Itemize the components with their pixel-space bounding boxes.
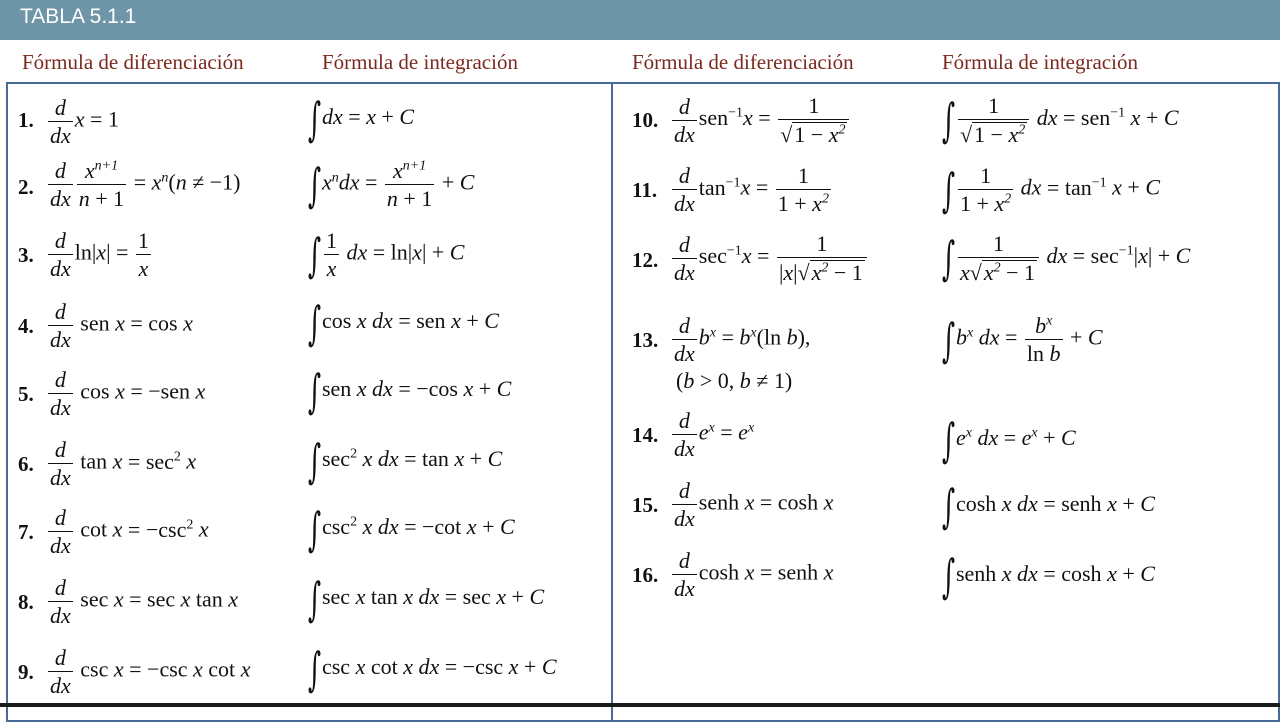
- int-formula: ∫dx = x + C: [308, 92, 415, 146]
- diff-formula: $\frac{d}{dx}$ sen x = cos x: [50, 299, 193, 353]
- int-formula: $\int b^x$ dx = $\frac{b^x}{\text{ln b}}$ + C: [942, 312, 1103, 367]
- diff-formula-condition: (b > 0, b ≠ 1): [676, 368, 793, 393]
- row-number: 13.: [632, 328, 659, 352]
- row-number: 14.: [632, 423, 659, 447]
- formula-row-4: [18, 292, 608, 352]
- row-number: 1.: [18, 108, 34, 132]
- row-number: 10.: [632, 108, 659, 132]
- header-integration-left: Fórmula de integración: [322, 50, 518, 74]
- diff-formula: $\frac{d}{dx}$ x = 1: [50, 95, 119, 149]
- row-number: 8.: [18, 590, 34, 614]
- row-number: 6.: [18, 452, 34, 476]
- formula-row-13: [632, 310, 1277, 400]
- diff-formula: $\frac{d}{dx}$ senh x = cosh x: [674, 478, 834, 532]
- diff-formula: $\frac{d}{dx}$ $b^x = b^x(\ln$ b),: [674, 313, 811, 367]
- formula-row-6: [18, 432, 608, 492]
- diff-formula: $\frac{d}{dx}$ cos x = −sen x: [50, 367, 206, 421]
- diff-formula: $\frac{d}{dx}$ cosh x = senh x: [674, 548, 834, 602]
- row-number: 5.: [18, 382, 34, 406]
- formula-row-14: [632, 405, 1277, 465]
- diff-formula: $\frac{d}{dx}$ sec x = sec x tan x: [50, 575, 239, 629]
- int-formula: ∫cosh x dx = senh x + C: [942, 479, 1155, 533]
- int-formula: ∫ $\frac{1}{x√x^2 - 1}$ dx = $\sec^{-1}|x| + C$: [942, 231, 1191, 286]
- row-number: 15.: [632, 493, 659, 517]
- formula-row-9: [18, 640, 608, 700]
- row-number: 7.: [18, 520, 34, 544]
- int-formula: $\int\sec^2$ x dx = tan x + C: [308, 434, 503, 488]
- header-differentiation-left: Fórmula de diferenciación: [22, 50, 244, 74]
- header-differentiation-right: Fórmula de diferenciación: [632, 50, 854, 74]
- header-integration-right: Fórmula de integración: [942, 50, 1138, 74]
- diff-formula: $\frac{d}{dx}$ $\cot x = -\csc^2$ x: [50, 505, 209, 559]
- formula-row-11: [632, 160, 1277, 220]
- diff-formula: $\frac{d}{dx}$ sen$^{-1}$x = $\frac{1}{√1 - x^2}$: [670, 94, 851, 146]
- formula-row-8: [18, 570, 608, 630]
- diff-formula: $\frac{d}{dx}$ csc x = −csc x cot x: [50, 645, 251, 699]
- diff-formula: $\frac{d}{dx}$ ln|x| = $\frac{1}{x}$: [50, 228, 149, 282]
- diff-formula: $\frac{d}{dx}$ $\tan^{-1}x$ = $\frac{1}{1 + x^2}$: [674, 163, 829, 217]
- int-formula: ∫sec x tan x dx = sec x + C: [308, 572, 545, 626]
- row-number: 2.: [18, 175, 34, 199]
- formula-row-16: [632, 545, 1277, 605]
- table-title: TABLA 5.1.1: [20, 5, 137, 28]
- int-formula: ∫ $\frac{1}{1 + x^2}$ dx = $\tan^{-1} x + C$: [942, 162, 1160, 217]
- row-number: 4.: [18, 314, 34, 338]
- int-formula: ∫sen x dx = −cos x + C: [308, 364, 512, 418]
- formula-row-2: [18, 155, 608, 215]
- formula-row-3: [18, 223, 608, 283]
- formula-row-7: [18, 500, 608, 560]
- formula-row-10: [632, 90, 1277, 150]
- row-number: 11.: [632, 178, 658, 202]
- title-bar: [0, 0, 1280, 40]
- diff-formula: $\frac{d}{dx}$ $\sec^{-1}x$ = $\frac{1}{|x|√x^2 - 1}$: [670, 232, 869, 284]
- row-number: 3.: [18, 243, 34, 267]
- int-formula: ∫cos x dx = sen x + C: [308, 296, 499, 350]
- int-formula: $\int e^x$ dx = $e^x + C$: [942, 413, 1076, 467]
- int-formula: ∫csc x cot x dx = −csc x + C: [308, 642, 557, 696]
- diff-formula: $\frac{d}{dx}$ $\frac{x^{n+1}}{n + 1}$ = $x^n(n \ne -1)$: [50, 158, 241, 212]
- bottom-border: [0, 703, 1280, 707]
- formula-row-15: [632, 475, 1277, 535]
- diff-formula: $\frac{d}{dx}$ $e^x = e^x$: [674, 408, 755, 462]
- int-formula: $\int\csc^2$ x dx = −cot x + C: [308, 502, 515, 556]
- formula-row-1: [18, 90, 608, 150]
- row-number: 16.: [632, 563, 659, 587]
- formula-row-12: [632, 228, 1277, 288]
- formula-row-5: [18, 362, 608, 422]
- int-formula: $\int x^ndx$ = $\frac{x^{n+1}}{n + 1}$ + C: [308, 157, 475, 212]
- diff-formula: $\frac{d}{dx}$ $\tan x = \sec^2 x$: [50, 437, 197, 491]
- int-formula: ∫ $\frac{1}{x}$ dx = ln|x| + C: [308, 227, 465, 282]
- row-number: 12.: [632, 248, 659, 272]
- int-formula: ∫senh x dx = cosh x + C: [942, 549, 1155, 603]
- row-number: 9.: [18, 660, 34, 684]
- int-formula: ∫ $\frac{1}{√1 - x^2}$ dx = sen$^{-1}$ x + C: [942, 93, 1179, 148]
